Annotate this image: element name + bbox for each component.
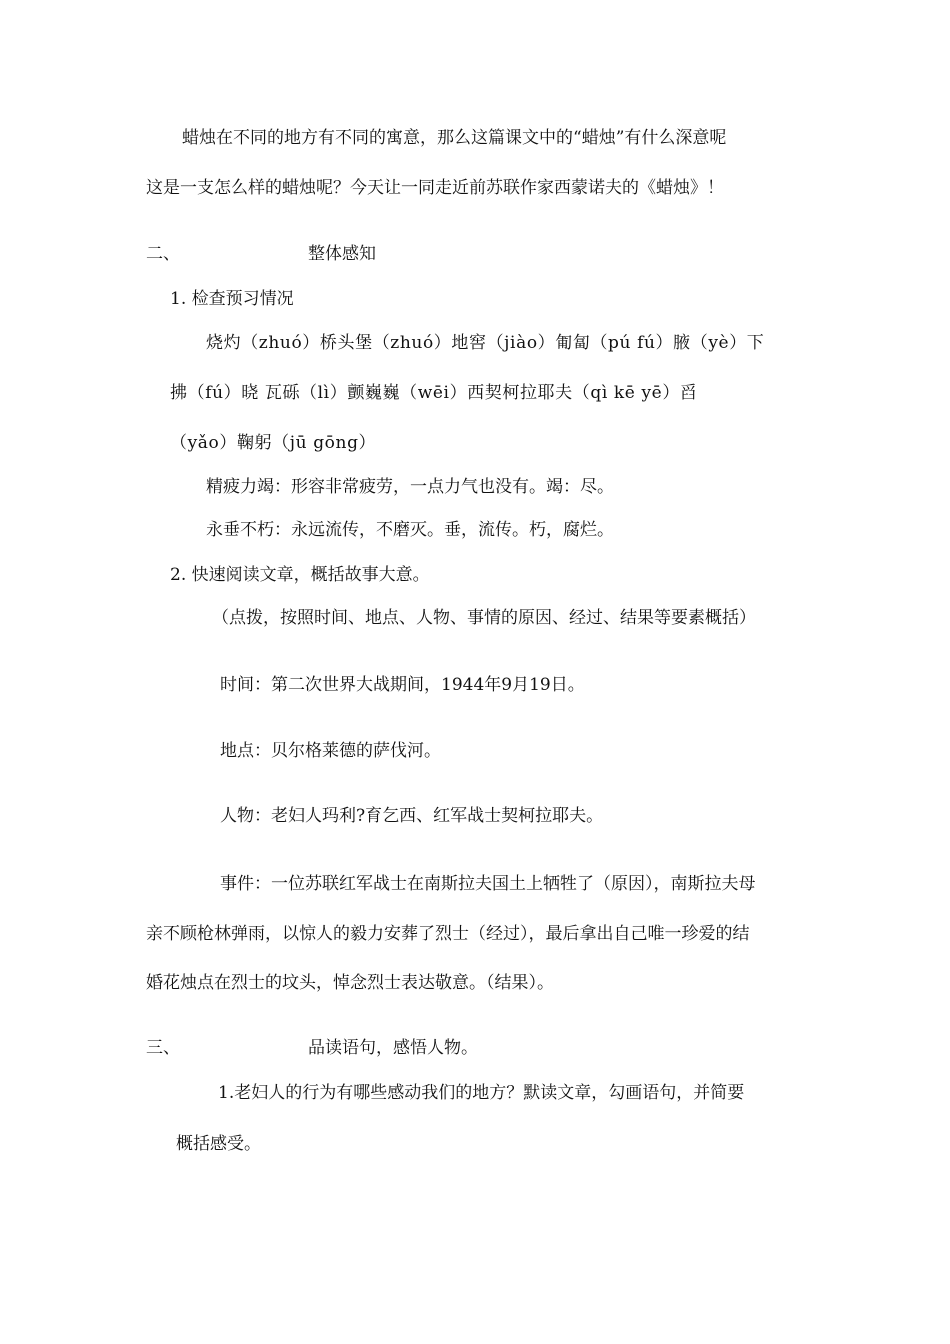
summary-event-line-3: 婚花烛点在烈士的坟头，悼念烈士表达敬意。（结果）。: [146, 973, 554, 993]
intro-line-1: 蜡烛在不同的地方有不同的寓意，那么这篇课文中的“蜡烛”有什么深意呢: [182, 128, 727, 148]
item-1-label: 1. 检查预习情况: [170, 289, 294, 309]
pinyin-line-2: 拂（fú）晓 瓦砾（lì）颤巍巍（wēi）西契柯拉耶夫（qì kē yē）舀: [170, 383, 698, 403]
vocab-definition-2: 永垂不朽：永远流传，不磨灭。垂，流传。朽，腐烂。: [206, 520, 614, 540]
vocab-definition-1: 精疲力竭：形容非常疲劳，一点力气也没有。竭：尽。: [206, 477, 614, 497]
section-2-number: 二、: [146, 244, 180, 264]
section-3-item-1-line-2: 概括感受。: [176, 1134, 261, 1154]
summary-event-line-2: 亲不顾枪林弹雨，以惊人的毅力安葬了烈士（经过），最后拿出自己唯一珍爱的结: [146, 924, 750, 944]
section-3-number: 三、: [146, 1038, 180, 1058]
summary-people: 人物：老妇人玛利?育乞西、红军战士契柯拉耶夫。: [220, 806, 604, 826]
summary-event-line-1: 事件：一位苏联红军战士在南斯拉夫国土上牺牲了（原因），南斯拉夫母: [220, 874, 756, 894]
item-2-label: 2. 快速阅读文章，概括故事大意。: [170, 565, 430, 585]
pinyin-line-1: 烧灼（zhuó）桥头堡（zhuó）地窖（jiào）匍匐（pú fú）腋（yè）下: [206, 333, 765, 353]
pinyin-line-3: （yǎo）鞠躬（jū gōng）: [170, 433, 377, 453]
summary-time: 时间：第二次世界大战期间，1944年9月19日。: [220, 675, 585, 695]
section-3-title: 品读语句，感悟人物。: [308, 1038, 478, 1058]
item-2-hint: （点拨，按照时间、地点、人物、事情的原因、经过、结果等要素概括）: [212, 608, 756, 628]
section-2-title: 整体感知: [308, 244, 376, 264]
section-3-item-1-line-1: 1.老妇人的行为有哪些感动我们的地方？默读文章，勾画语句，并简要: [218, 1083, 745, 1103]
intro-line-2: 这是一支怎么样的蜡烛呢？今天让一同走近前苏联作家西蒙诺夫的《蜡烛》！: [146, 178, 724, 198]
summary-place: 地点：贝尔格莱德的萨伐河。: [220, 741, 441, 761]
